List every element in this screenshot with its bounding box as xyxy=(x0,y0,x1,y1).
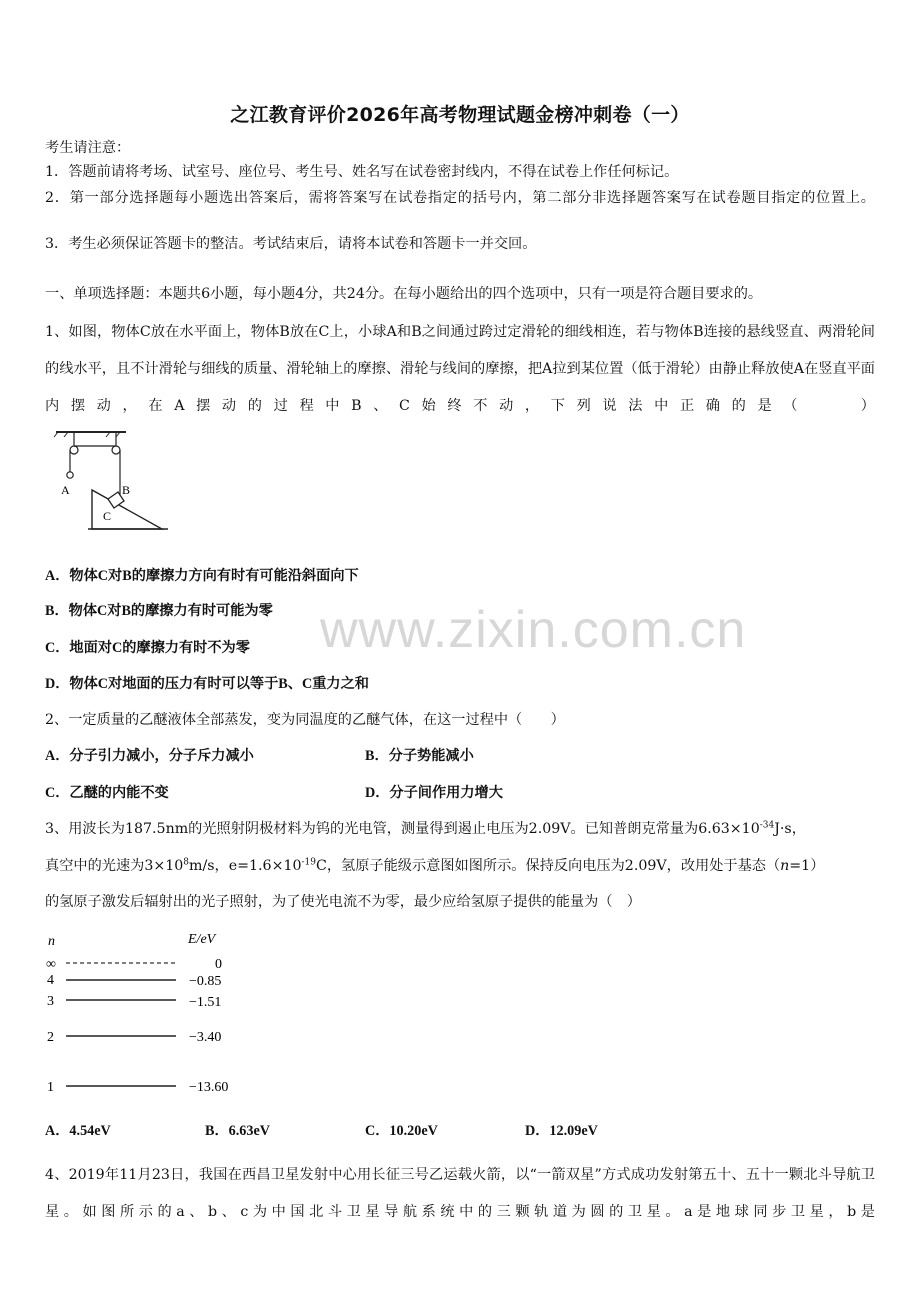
level-n: 3 xyxy=(47,994,54,1009)
level-n: 2 xyxy=(47,1030,54,1045)
section-heading: 一、单项选择题：本题共6小题，每小题4分，共24分。在每小题给出的四个选项中，只有一项是符合题目要求的。 xyxy=(45,286,763,302)
label-a: A xyxy=(61,483,70,497)
notice-item-1: 1．答题前请将考场、试室号、座位号、考生号、姓名写在试卷密封线内，不得在试卷上作任何标记。 xyxy=(45,164,679,180)
q3-text: 3、用波长为187.5nm的光照射阴极材料为钨的光电管，测量得到遏止电压为2.09V。已知普朗克常量为6.63×10 xyxy=(45,821,760,837)
q3-n-symbol: n xyxy=(780,858,790,874)
level-n: 1 xyxy=(47,1080,54,1095)
level-n: ∞ xyxy=(46,957,56,972)
level-n: 4 xyxy=(47,973,54,988)
q1-option-b: B．物体C对B的摩擦力有时可能为零 xyxy=(45,603,273,619)
q3-option-c: C．10.20eV xyxy=(365,1123,438,1139)
notice-item-2: 2．第一部分选择题每小题选出答案后，需将答案写在试卷指定的括号内，第二部分非选择题答案写在试卷题目指定的位置上。 xyxy=(45,190,875,206)
q1-option-d: D．物体C对地面的压力有时可以等于B、C重力之和 xyxy=(45,676,369,692)
q3-text: =1） xyxy=(789,858,825,874)
q3-option-b: B．6.63eV xyxy=(205,1123,271,1139)
q3-text: 真空中的光速为3×10 xyxy=(45,858,184,874)
question-2-stem: 2、一定质量的乙醚液体全部蒸发，变为同温度的乙醚气体，在这一过程中（ ） xyxy=(45,712,565,728)
q3-exponent: -34 xyxy=(759,820,775,831)
question-4-stem: 4、2019年11月23日，我国在西昌卫星发射中心用长征三号乙运载火箭，以“一箭双星”方式成功发射第五十、五十一颗北斗导航卫星。如图所示的a、b、c为中国北斗卫星导航系统中的三颗轨道为圆的卫星。a是地球同步卫星，b是 xyxy=(45,1167,875,1220)
notice-heading: 考生请注意： xyxy=(45,140,131,156)
q1-option-a: A．物体C对B的摩擦力方向有时有可能沿斜面向下 xyxy=(45,568,359,584)
level-energy: −13.60 xyxy=(189,1080,229,1095)
question-3-line-2 xyxy=(45,856,824,876)
n-axis-label: n xyxy=(48,934,55,949)
q2-option-a: A．分子引力减小，分子斥力减小 xyxy=(45,748,254,764)
level-energy: −1.51 xyxy=(189,995,222,1010)
q2-option-d: D．分子间作用力增大 xyxy=(365,785,503,801)
level-energy: 0 xyxy=(215,957,222,972)
q1-option-c: C．地面对C的摩擦力有时不为零 xyxy=(45,640,250,656)
q3-exponent: -19 xyxy=(301,857,317,868)
level-energy: −0.85 xyxy=(189,974,222,989)
question-3-line-3: 的氢原子激发后辐射出的光子照射，为了使光电流不为零，最少应给氢原子提供的能量为（ ） xyxy=(45,894,641,910)
q2-option-c: C．乙醚的内能不变 xyxy=(45,785,169,801)
q3-text: J·s， xyxy=(774,821,806,837)
q3-text: C，氢原子能级示意图如图所示。保持反向电压为2.09V，改用处于基态（ xyxy=(316,858,781,874)
label-b: B xyxy=(122,483,131,497)
question-1-stem: 1、如图，物体C放在水平面上，物体B放在C上，小球A和B之间通过跨过定滑轮的细线相连，若与物体B连接的悬线竖直、两滑轮间的线水平，且不计滑轮与细线的质量、滑轮轴上的摩擦、滑轮与线间的摩擦，把A拉到某位置（低于滑轮）由静止释放使A在竖直平面内摆动，在A摆动的过程中B、C始终不动，下列说法中正确的是（ ） xyxy=(45,324,875,414)
q2-option-b: B．分子势能减小 xyxy=(365,748,474,764)
q3-option-d: D．12.09eV xyxy=(525,1123,598,1139)
level-energy: −3.40 xyxy=(189,1030,222,1045)
energy-level-diagram xyxy=(40,928,250,1100)
question-3-line-1 xyxy=(45,819,806,839)
notice-item-3: 3．考生必须保证答题卡的整洁。考试结束后，请将本试卷和答题卡一并交回。 xyxy=(45,236,537,252)
watermark: www.zixin.com.cn xyxy=(320,601,747,659)
page-title: 之江教育评价2026年高考物理试题金榜冲刺卷（一） xyxy=(230,104,690,126)
pulley-incline-figure xyxy=(50,428,172,534)
q3-option-a: A．4.54eV xyxy=(45,1123,111,1139)
q3-text: m/s，e=1.6×10 xyxy=(189,858,302,874)
e-axis-label: E/eV xyxy=(188,932,216,947)
q3-exponent: 8 xyxy=(183,857,190,868)
label-c: C xyxy=(103,509,112,523)
